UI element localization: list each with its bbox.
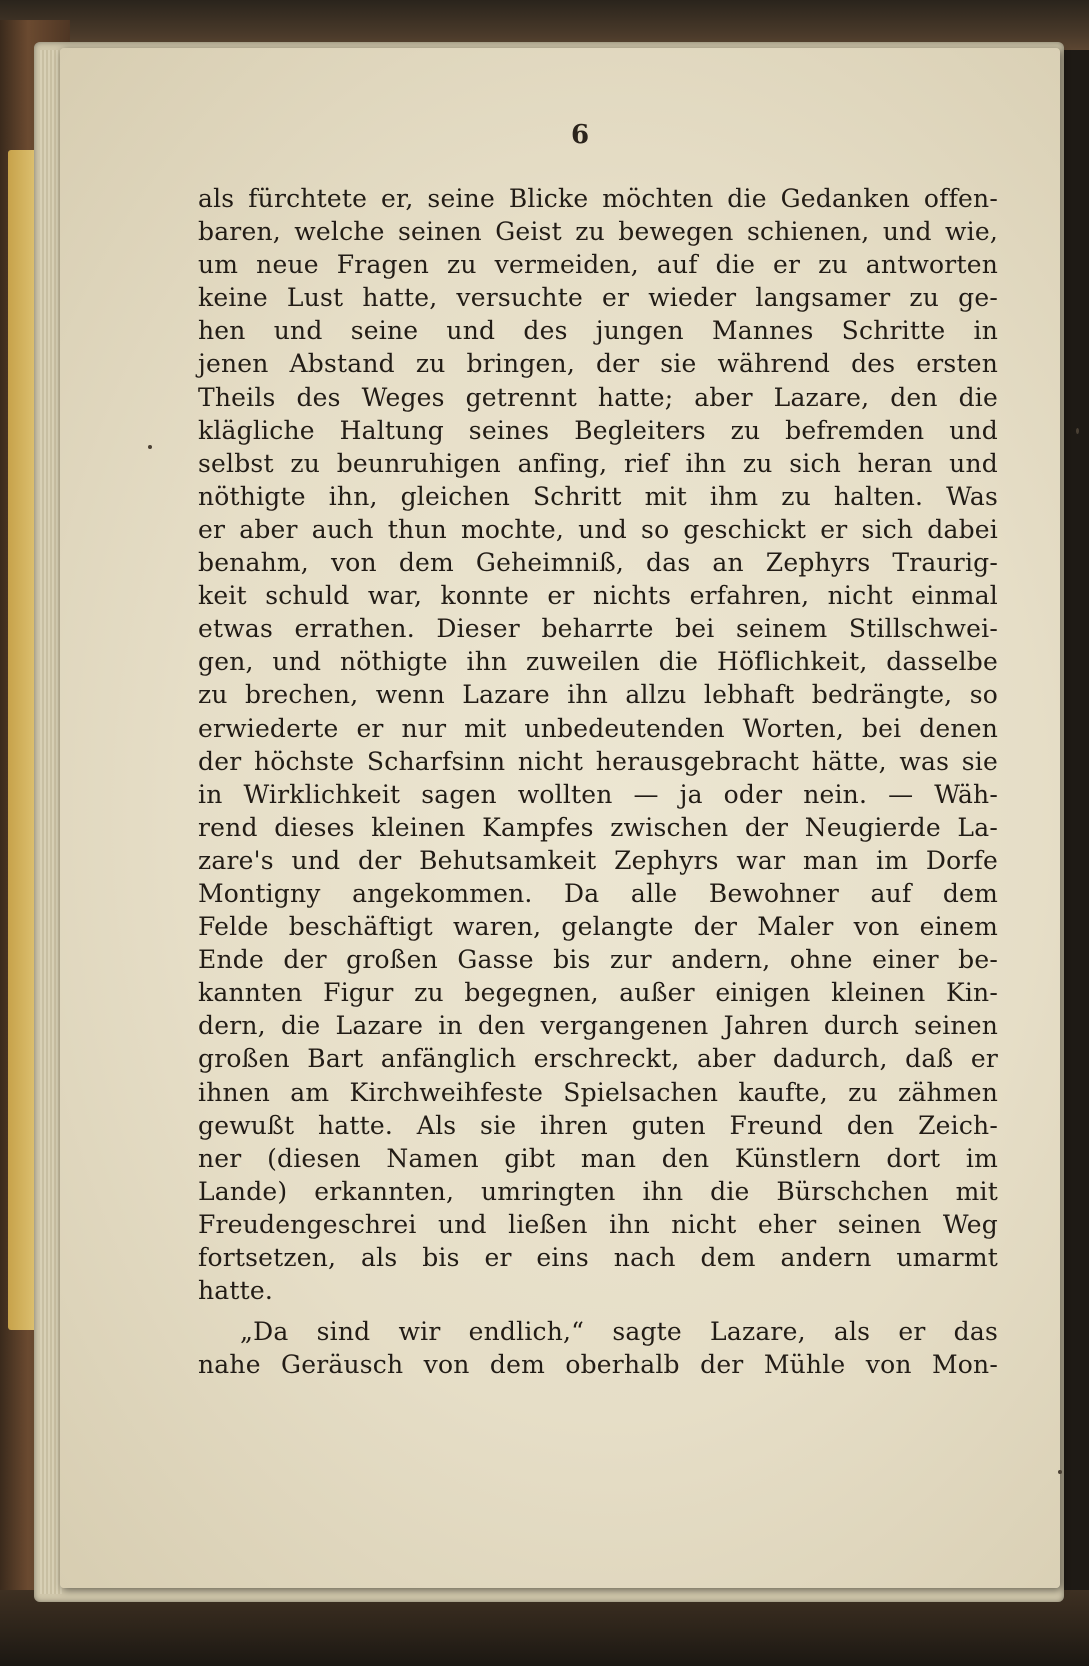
text-line: Theils des Weges getrennt hatte; aber Lazare, den die — [198, 382, 998, 412]
page-number: 6 — [570, 120, 590, 150]
page-body-text — [198, 182, 998, 1381]
text-line: zare's und der Behutsamkeit Zephyrs war man im Dorfe — [198, 845, 998, 875]
ink-speck — [1076, 428, 1079, 434]
text-line: keit schuld war, konnte er nichts erfahren, nicht einmal — [198, 581, 998, 611]
text-line: in Wirklichkeit sagen wollten — ja oder nein. — Wäh- — [198, 779, 998, 809]
text-line: als fürchtete er, seine Blicke möchten die Gedanken offen- — [198, 184, 998, 213]
text-line: zu brechen, wenn Lazare ihn allzu lebhaft bedrängte, so — [198, 680, 998, 710]
text-line: Montigny angekommen. Da alle Bewohner auf dem — [198, 878, 998, 908]
text-line: hatte. — [198, 1276, 274, 1306]
text-line: er aber auch thun mochte, und so geschickt er sich dabei — [198, 514, 998, 544]
text-line: nahe Geräusch von dem oberhalb der Mühle von Mon- — [198, 1350, 998, 1380]
text-line: „Da sind wir endlich,“ sagte Lazare, als er das — [240, 1317, 998, 1347]
text-line: dern, die Lazare in den vergangenen Jahren durch seinen — [198, 1011, 998, 1041]
text-line: fortsetzen, als bis er eins nach dem andern umarmt — [198, 1243, 998, 1272]
text-line: Felde beschäftigt waren, gelangte der Maler von einem — [198, 912, 998, 942]
text-line: um neue Fragen zu vermeiden, auf die er zu antworten — [198, 250, 998, 280]
text-line: selbst zu beunruhigen anfing, rief ihn zu sich heran und — [198, 448, 998, 478]
text-line: gewußt hatte. Als sie ihren guten Freund den Zeich- — [198, 1110, 998, 1140]
text-line: kannten Figur zu begegnen, außer einigen kleinen Kin- — [198, 978, 998, 1008]
text-line: nöthigte ihn, gleichen Schritt mit ihm zu halten. Was — [198, 481, 998, 511]
text-line: gen, und nöthigte ihn zuweilen die Höflichkeit, dasselbe — [198, 647, 998, 677]
ink-speck — [148, 445, 152, 449]
text-line: Lande) erkannten, umringten ihn die Bürschchen mit — [198, 1176, 998, 1206]
text-line: hen und seine und des jungen Mannes Schritte in — [198, 316, 998, 346]
text-line: rend dieses kleinen Kampfes zwischen der Neugierde La- — [198, 812, 998, 842]
text-line: ihnen am Kirchweihfeste Spielsachen kaufte, zu zähmen — [198, 1077, 998, 1107]
text-line: benahm, von dem Geheimniß, das an Zephyrs Traurig- — [198, 548, 998, 578]
text-line: großen Bart anfänglich erschreckt, aber dadurch, daß er — [198, 1044, 998, 1074]
text-line: baren, welche seinen Geist zu bewegen schienen, und wie, — [198, 217, 998, 247]
ink-speck — [1058, 1470, 1062, 1474]
text-line: der höchste Scharfsinn nicht herausgebracht hätte, was sie — [198, 746, 998, 776]
text-line: erwiederte er nur mit unbedeutenden Worten, bei denen — [198, 713, 998, 743]
text-line: Ende der großen Gasse bis zur andern, ohne einer be- — [198, 945, 998, 975]
text-line: klägliche Haltung seines Begleiters zu befremden und — [198, 415, 998, 445]
text-line: etwas errathen. Dieser beharrte bei seinem Stillschwei- — [198, 614, 998, 644]
text-line: keine Lust hatte, versuchte er wieder langsamer zu ge- — [198, 283, 998, 313]
text-line: Freudengeschrei und ließen ihn nicht eher seinen Weg — [198, 1209, 998, 1239]
text-line: jenen Abstand zu bringen, der sie während des ersten — [198, 349, 998, 379]
text-line: ner (diesen Namen gibt man den Künstlern dort im — [198, 1143, 998, 1173]
